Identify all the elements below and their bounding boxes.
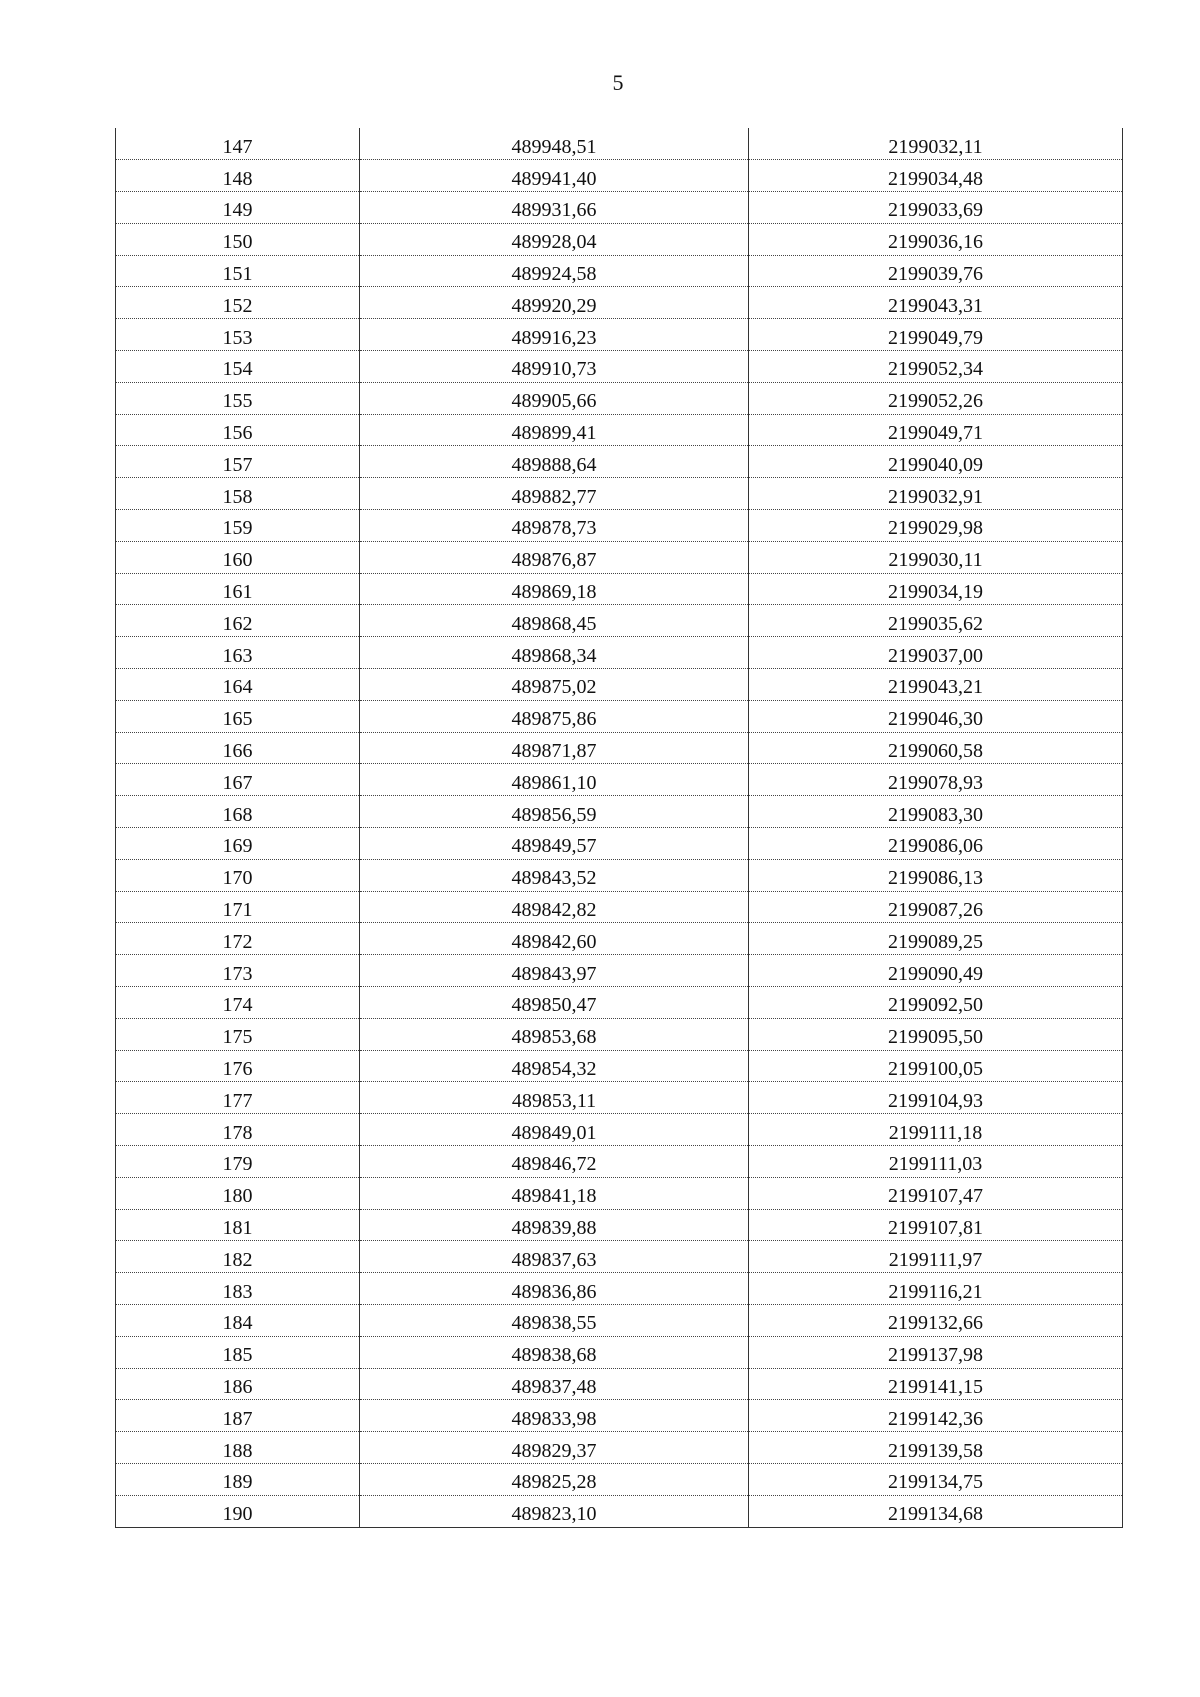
x-coordinate-cell: 489916,23: [360, 319, 749, 351]
table-row: [116, 382, 1123, 414]
x-coordinate-cell: 489910,73: [360, 351, 749, 383]
x-coordinate-cell: 489875,86: [360, 700, 749, 732]
x-coordinate-cell: 489948,51: [360, 128, 749, 160]
table-row: [116, 1241, 1123, 1273]
table-row: [116, 1368, 1123, 1400]
x-coordinate-cell: 489842,60: [360, 923, 749, 955]
x-coordinate-cell: 489882,77: [360, 478, 749, 510]
point-number-cell: 160: [116, 541, 360, 573]
y-coordinate-cell: 2199089,25: [749, 923, 1123, 955]
x-coordinate-cell: 489843,52: [360, 859, 749, 891]
point-number-cell: 163: [116, 637, 360, 669]
point-number-cell: 166: [116, 732, 360, 764]
point-number-cell: 174: [116, 987, 360, 1019]
point-number-cell: 190: [116, 1495, 360, 1527]
point-number-cell: 162: [116, 605, 360, 637]
table-row: [116, 987, 1123, 1019]
point-number-cell: 186: [116, 1368, 360, 1400]
y-coordinate-cell: 2199034,48: [749, 160, 1123, 192]
table-row: [116, 700, 1123, 732]
point-number-cell: 184: [116, 1304, 360, 1336]
y-coordinate-cell: 2199095,50: [749, 1018, 1123, 1050]
table-row: [116, 1304, 1123, 1336]
y-coordinate-cell: 2199116,21: [749, 1273, 1123, 1305]
y-coordinate-cell: 2199111,03: [749, 1146, 1123, 1178]
x-coordinate-cell: 489856,59: [360, 796, 749, 828]
x-coordinate-cell: 489854,32: [360, 1050, 749, 1082]
y-coordinate-cell: 2199132,66: [749, 1304, 1123, 1336]
table-row: [116, 796, 1123, 828]
table-row: [116, 1114, 1123, 1146]
table-row: [116, 891, 1123, 923]
y-coordinate-cell: 2199049,79: [749, 319, 1123, 351]
y-coordinate-cell: 2199107,47: [749, 1177, 1123, 1209]
y-coordinate-cell: 2199030,11: [749, 541, 1123, 573]
y-coordinate-cell: 2199033,69: [749, 192, 1123, 224]
y-coordinate-cell: 2199029,98: [749, 510, 1123, 542]
y-coordinate-cell: 2199083,30: [749, 796, 1123, 828]
x-coordinate-cell: 489920,29: [360, 287, 749, 319]
y-coordinate-cell: 2199043,31: [749, 287, 1123, 319]
point-number-cell: 181: [116, 1209, 360, 1241]
point-number-cell: 171: [116, 891, 360, 923]
y-coordinate-cell: 2199043,21: [749, 669, 1123, 701]
x-coordinate-cell: 489875,02: [360, 669, 749, 701]
y-coordinate-cell: 2199139,58: [749, 1432, 1123, 1464]
point-number-cell: 152: [116, 287, 360, 319]
point-number-cell: 159: [116, 510, 360, 542]
x-coordinate-cell: 489838,55: [360, 1304, 749, 1336]
y-coordinate-cell: 2199134,75: [749, 1463, 1123, 1495]
y-coordinate-cell: 2199078,93: [749, 764, 1123, 796]
y-coordinate-cell: 2199134,68: [749, 1495, 1123, 1527]
table-row: [116, 1082, 1123, 1114]
point-number-cell: 150: [116, 223, 360, 255]
point-number-cell: 157: [116, 446, 360, 478]
point-number-cell: 183: [116, 1273, 360, 1305]
table-row: [116, 1146, 1123, 1178]
point-number-cell: 176: [116, 1050, 360, 1082]
table-row: [116, 446, 1123, 478]
y-coordinate-cell: 2199092,50: [749, 987, 1123, 1019]
y-coordinate-cell: 2199046,30: [749, 700, 1123, 732]
table-row: [116, 1336, 1123, 1368]
table-row: [116, 478, 1123, 510]
point-number-cell: 167: [116, 764, 360, 796]
table-row: [116, 764, 1123, 796]
y-coordinate-cell: 2199034,19: [749, 573, 1123, 605]
x-coordinate-cell: 489842,82: [360, 891, 749, 923]
table-row: [116, 1209, 1123, 1241]
x-coordinate-cell: 489899,41: [360, 414, 749, 446]
y-coordinate-cell: 2199090,49: [749, 955, 1123, 987]
point-number-cell: 173: [116, 955, 360, 987]
point-number-cell: 180: [116, 1177, 360, 1209]
table-row: [116, 1400, 1123, 1432]
x-coordinate-cell: 489825,28: [360, 1463, 749, 1495]
table-row: [116, 1463, 1123, 1495]
y-coordinate-cell: 2199036,16: [749, 223, 1123, 255]
table-row: [116, 160, 1123, 192]
table-row: [116, 255, 1123, 287]
table-row: [116, 192, 1123, 224]
y-coordinate-cell: 2199032,91: [749, 478, 1123, 510]
table-row: [116, 732, 1123, 764]
point-number-cell: 185: [116, 1336, 360, 1368]
y-coordinate-cell: 2199086,06: [749, 828, 1123, 860]
point-number-cell: 147: [116, 128, 360, 160]
x-coordinate-cell: 489823,10: [360, 1495, 749, 1527]
table-row: [116, 923, 1123, 955]
point-number-cell: 177: [116, 1082, 360, 1114]
point-number-cell: 168: [116, 796, 360, 828]
y-coordinate-cell: 2199111,18: [749, 1114, 1123, 1146]
y-coordinate-cell: 2199040,09: [749, 446, 1123, 478]
table-row: [116, 128, 1123, 160]
x-coordinate-cell: 489846,72: [360, 1146, 749, 1178]
x-coordinate-cell: 489850,47: [360, 987, 749, 1019]
y-coordinate-cell: 2199032,11: [749, 128, 1123, 160]
x-coordinate-cell: 489849,01: [360, 1114, 749, 1146]
table-row: [116, 319, 1123, 351]
point-number-cell: 187: [116, 1400, 360, 1432]
table-row: [116, 351, 1123, 383]
point-number-cell: 172: [116, 923, 360, 955]
y-coordinate-cell: 2199035,62: [749, 605, 1123, 637]
x-coordinate-cell: 489838,68: [360, 1336, 749, 1368]
point-number-cell: 165: [116, 700, 360, 732]
table-row: [116, 955, 1123, 987]
x-coordinate-cell: 489905,66: [360, 382, 749, 414]
y-coordinate-cell: 2199087,26: [749, 891, 1123, 923]
y-coordinate-cell: 2199086,13: [749, 859, 1123, 891]
y-coordinate-cell: 2199060,58: [749, 732, 1123, 764]
table-row: [116, 637, 1123, 669]
y-coordinate-cell: 2199052,34: [749, 351, 1123, 383]
table-row: [116, 573, 1123, 605]
point-number-cell: 153: [116, 319, 360, 351]
point-number-cell: 175: [116, 1018, 360, 1050]
y-coordinate-cell: 2199052,26: [749, 382, 1123, 414]
point-number-cell: 179: [116, 1146, 360, 1178]
x-coordinate-cell: 489888,64: [360, 446, 749, 478]
point-number-cell: 164: [116, 669, 360, 701]
x-coordinate-cell: 489839,88: [360, 1209, 749, 1241]
x-coordinate-cell: 489853,11: [360, 1082, 749, 1114]
table-row: [116, 859, 1123, 891]
x-coordinate-cell: 489843,97: [360, 955, 749, 987]
x-coordinate-cell: 489928,04: [360, 223, 749, 255]
table-row: [116, 223, 1123, 255]
y-coordinate-cell: 2199107,81: [749, 1209, 1123, 1241]
point-number-cell: 169: [116, 828, 360, 860]
y-coordinate-cell: 2199100,05: [749, 1050, 1123, 1082]
point-number-cell: 151: [116, 255, 360, 287]
y-coordinate-cell: 2199037,00: [749, 637, 1123, 669]
y-coordinate-cell: 2199039,76: [749, 255, 1123, 287]
y-coordinate-cell: 2199137,98: [749, 1336, 1123, 1368]
x-coordinate-cell: 489868,45: [360, 605, 749, 637]
coordinates-table: [115, 128, 1123, 1528]
point-number-cell: 170: [116, 859, 360, 891]
y-coordinate-cell: 2199141,15: [749, 1368, 1123, 1400]
x-coordinate-cell: 489871,87: [360, 732, 749, 764]
point-number-cell: 182: [116, 1241, 360, 1273]
x-coordinate-cell: 489849,57: [360, 828, 749, 860]
table-row: [116, 541, 1123, 573]
table-row: [116, 1050, 1123, 1082]
point-number-cell: 156: [116, 414, 360, 446]
page-number: 5: [612, 70, 624, 95]
point-number-cell: 148: [116, 160, 360, 192]
table-row: [116, 1018, 1123, 1050]
x-coordinate-cell: 489833,98: [360, 1400, 749, 1432]
table-row: [116, 669, 1123, 701]
y-coordinate-cell: 2199111,97: [749, 1241, 1123, 1273]
coordinates-table-body: [116, 128, 1123, 1527]
x-coordinate-cell: 489931,66: [360, 192, 749, 224]
x-coordinate-cell: 489868,34: [360, 637, 749, 669]
table-row: [116, 287, 1123, 319]
y-coordinate-cell: 2199104,93: [749, 1082, 1123, 1114]
point-number-cell: 149: [116, 192, 360, 224]
point-number-cell: 161: [116, 573, 360, 605]
point-number-cell: 188: [116, 1432, 360, 1464]
x-coordinate-cell: 489878,73: [360, 510, 749, 542]
table-row: [116, 1177, 1123, 1209]
x-coordinate-cell: 489836,86: [360, 1273, 749, 1305]
x-coordinate-cell: 489869,18: [360, 573, 749, 605]
point-number-cell: 154: [116, 351, 360, 383]
x-coordinate-cell: 489841,18: [360, 1177, 749, 1209]
point-number-cell: 155: [116, 382, 360, 414]
point-number-cell: 189: [116, 1463, 360, 1495]
x-coordinate-cell: 489861,10: [360, 764, 749, 796]
y-coordinate-cell: 2199142,36: [749, 1400, 1123, 1432]
table-row: [116, 510, 1123, 542]
table-row: [116, 1432, 1123, 1464]
point-number-cell: 158: [116, 478, 360, 510]
x-coordinate-cell: 489876,87: [360, 541, 749, 573]
x-coordinate-cell: 489924,58: [360, 255, 749, 287]
table-row: [116, 414, 1123, 446]
table-row: [116, 1273, 1123, 1305]
table-row: [116, 828, 1123, 860]
table-row: [116, 605, 1123, 637]
x-coordinate-cell: 489837,48: [360, 1368, 749, 1400]
x-coordinate-cell: 489853,68: [360, 1018, 749, 1050]
x-coordinate-cell: 489829,37: [360, 1432, 749, 1464]
table-row: [116, 1495, 1123, 1527]
x-coordinate-cell: 489941,40: [360, 160, 749, 192]
y-coordinate-cell: 2199049,71: [749, 414, 1123, 446]
point-number-cell: 178: [116, 1114, 360, 1146]
x-coordinate-cell: 489837,63: [360, 1241, 749, 1273]
